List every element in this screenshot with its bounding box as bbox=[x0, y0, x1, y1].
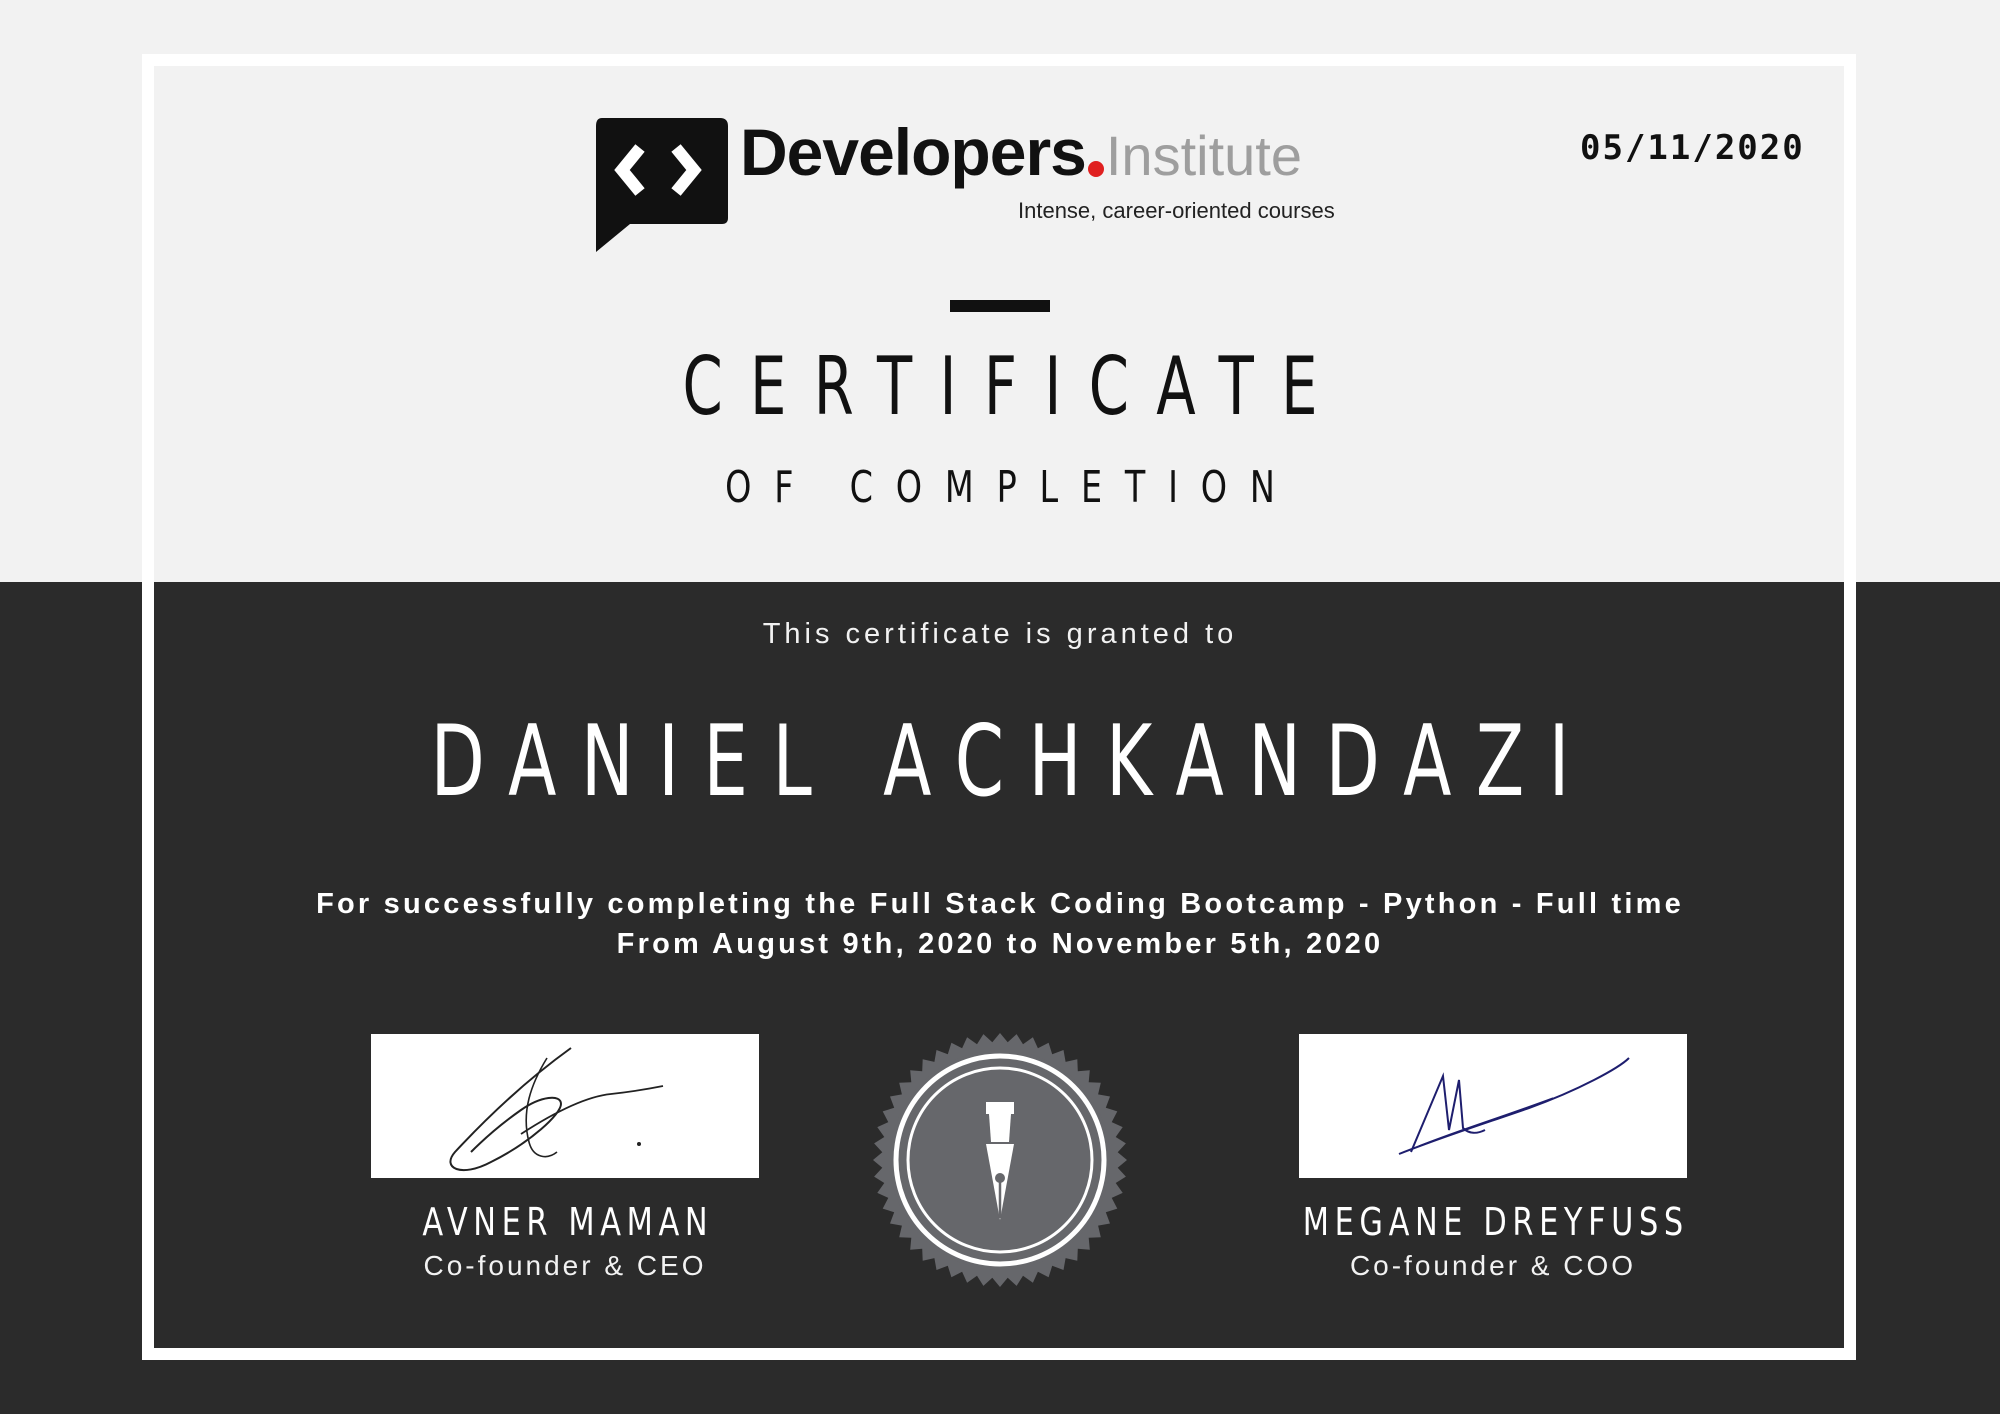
granted-text: This certificate is granted to bbox=[762, 618, 1238, 650]
issue-date: 05/11/2020 bbox=[1580, 128, 1805, 168]
signer-role-ceo: Co-founder & CEO bbox=[423, 1250, 707, 1281]
brand-name-secondary: Institute bbox=[1105, 124, 1302, 187]
certificate-subtitle: OF COMPLETION bbox=[725, 462, 1298, 513]
brand-tagline: Intense, career-oriented courses bbox=[1018, 198, 1335, 223]
signature-box-coo bbox=[1299, 1034, 1687, 1178]
signature-coo-image bbox=[1299, 1034, 1687, 1178]
recipient-name: DANIEL ACHKANDAZI bbox=[430, 705, 1594, 819]
signature-ceo-image bbox=[371, 1034, 759, 1178]
signer-name-coo: MEGANE DREYFUSS bbox=[1302, 1200, 1689, 1244]
fountain-pen-nib-icon bbox=[872, 1032, 1128, 1288]
certificate-title: CERTIFICATE bbox=[682, 340, 1345, 433]
brand-logo bbox=[740, 114, 1302, 194]
brand-name-primary: Developers bbox=[740, 115, 1086, 189]
course-dates: From August 9th, 2020 to November 5th, 2020 bbox=[616, 928, 1384, 960]
code-brackets-icon bbox=[592, 118, 728, 254]
brand-dot bbox=[1088, 161, 1104, 177]
signer-role-coo: Co-founder & COO bbox=[1349, 1250, 1637, 1281]
course-description: For successfully completing the Full Stack Coding Bootcamp - Python - Full time bbox=[316, 888, 1684, 920]
title-divider bbox=[950, 300, 1050, 312]
signature-box-ceo bbox=[371, 1034, 759, 1178]
signer-name-ceo: AVNER MAMAN bbox=[422, 1200, 714, 1244]
